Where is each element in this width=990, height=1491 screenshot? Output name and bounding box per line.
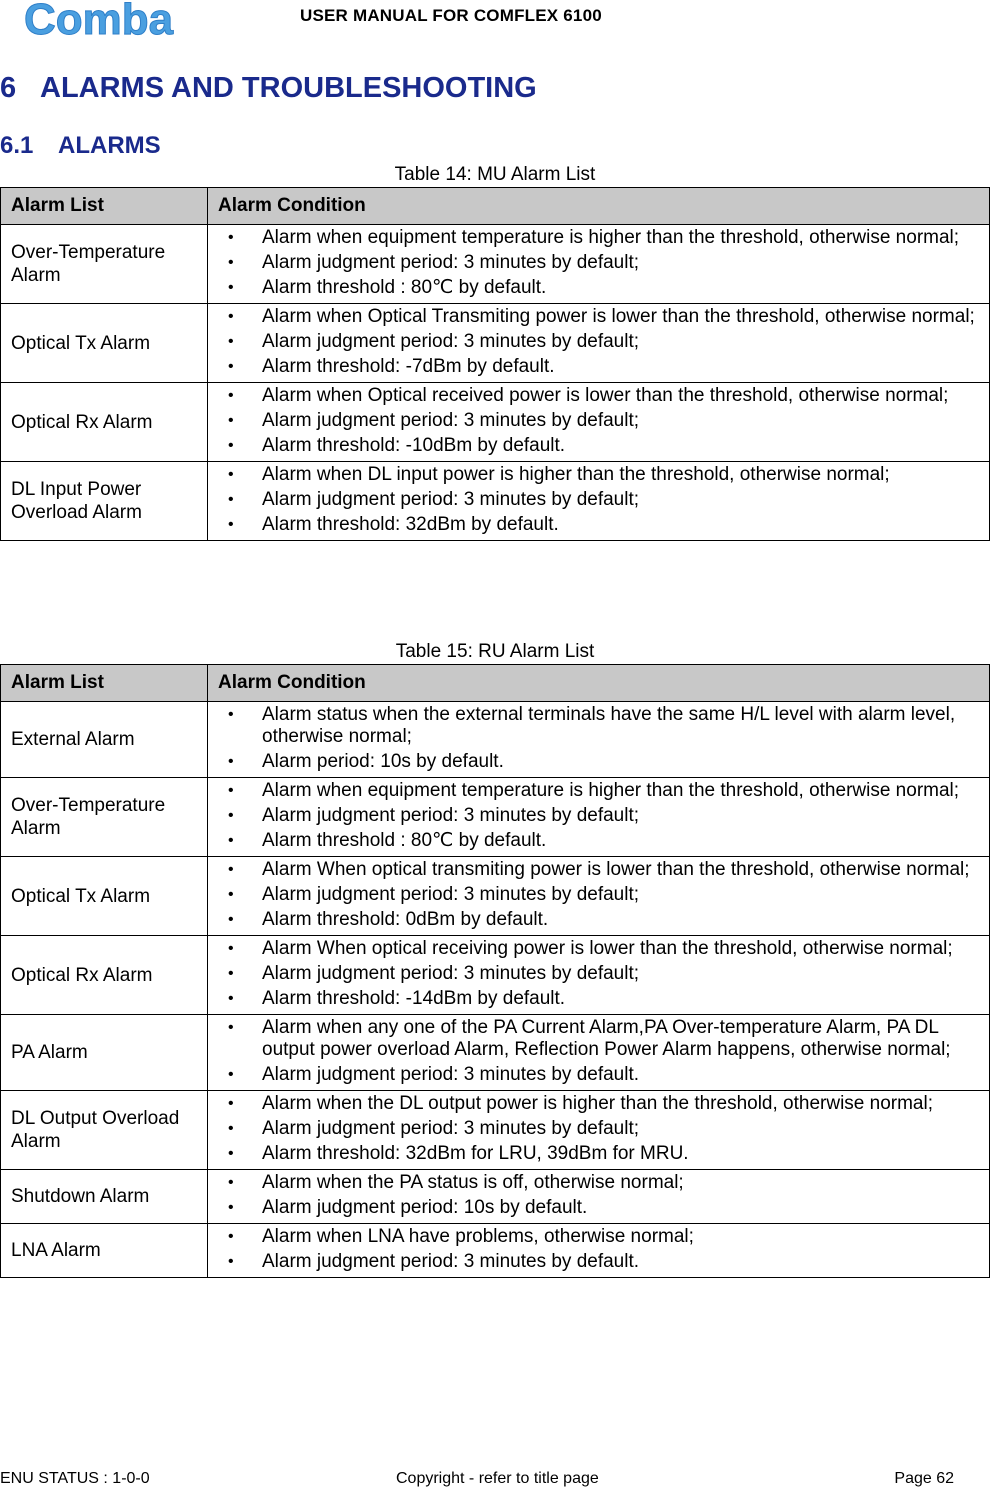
alarm-condition <box>208 225 990 304</box>
condition-item: • Alarm status when the external terminals have the same H/L level with alarm level, otherwise normal; <box>208 704 979 748</box>
section-heading <box>0 72 537 105</box>
condition-item: • Alarm judgment period: 3 minutes by default. <box>208 1251 979 1273</box>
document-title: USER MANUAL FOR COMFLEX 6100 <box>300 6 602 25</box>
subsection-number: 6.1 <box>0 132 34 159</box>
alarm-name: DL Output Overload Alarm <box>1 1091 208 1170</box>
condition-item: • Alarm when LNA have problems, otherwise normal; <box>208 1226 979 1248</box>
column-header-alarm-list: Alarm List <box>1 188 208 225</box>
condition-item: • Alarm judgment period: 3 minutes by default; <box>208 884 979 906</box>
table-row <box>1 225 990 304</box>
section-title: ALARMS AND TROUBLESHOOTING <box>40 72 537 104</box>
table-row <box>1 304 990 383</box>
alarm-name: Optical Tx Alarm <box>1 857 208 936</box>
alarm-name: Over-Temperature Alarm <box>1 778 208 857</box>
condition-list <box>208 1091 989 1169</box>
table-row <box>1 857 990 936</box>
column-header-alarm-list: Alarm List <box>1 665 208 702</box>
alarm-name: External Alarm <box>1 702 208 778</box>
alarm-condition <box>208 1170 990 1224</box>
page-footer <box>0 1470 990 1490</box>
footer-copyright: Copyright - refer to title page <box>396 1470 599 1487</box>
ru-alarm-table <box>0 664 990 1278</box>
table-caption-mu: Table 14: MU Alarm List <box>394 164 596 185</box>
alarm-condition <box>208 857 990 936</box>
alarm-name: Optical Tx Alarm <box>1 304 208 383</box>
condition-item: • Alarm When optical receiving power is lower than the threshold, otherwise normal; <box>208 938 979 960</box>
condition-list <box>208 304 989 382</box>
condition-item: • Alarm threshold: -7dBm by default. <box>208 356 979 378</box>
condition-item: • Alarm when any one of the PA Current Alarm,PA Over-temperature Alarm, PA DL output power overload Alarm, Reflection Power Alarm happens, otherwise normal; <box>208 1017 979 1061</box>
condition-item: • Alarm when equipment temperature is higher than the threshold, otherwise normal; <box>208 227 979 249</box>
table-header-row <box>1 188 990 225</box>
alarm-name: Optical Rx Alarm <box>1 936 208 1015</box>
condition-item: • Alarm period: 10s by default. <box>208 751 979 773</box>
condition-item: • Alarm threshold : 80℃ by default. <box>208 830 979 852</box>
mu-alarm-table <box>0 187 990 541</box>
table-row <box>1 1015 990 1091</box>
page-header <box>0 0 990 44</box>
alarm-condition <box>208 936 990 1015</box>
table-row <box>1 383 990 462</box>
condition-list <box>208 1224 989 1277</box>
condition-item: • Alarm judgment period: 3 minutes by default. <box>208 1064 979 1086</box>
condition-list <box>208 383 989 461</box>
table-row <box>1 702 990 778</box>
condition-item: • Alarm when the DL output power is higher than the threshold, otherwise normal; <box>208 1093 979 1115</box>
condition-item: • Alarm threshold: 0dBm by default. <box>208 909 979 931</box>
table-row <box>1 1091 990 1170</box>
condition-item: • Alarm judgment period: 10s by default. <box>208 1197 979 1219</box>
column-header-alarm-condition: Alarm Condition <box>208 188 990 225</box>
condition-list <box>208 857 989 935</box>
table-row <box>1 936 990 1015</box>
alarm-name: Over-Temperature Alarm <box>1 225 208 304</box>
condition-item: • Alarm when DL input power is higher than the threshold, otherwise normal; <box>208 464 979 486</box>
table-header-row <box>1 665 990 702</box>
condition-item: • Alarm when Optical Transmiting power is lower than the threshold, otherwise normal; <box>208 306 979 328</box>
subsection-heading <box>0 132 161 160</box>
condition-item: • Alarm judgment period: 3 minutes by default; <box>208 805 979 827</box>
alarm-condition <box>208 1015 990 1091</box>
alarm-condition <box>208 702 990 778</box>
footer-page-number: Page 62 <box>894 1470 954 1487</box>
condition-list <box>208 462 989 540</box>
alarm-condition <box>208 1091 990 1170</box>
alarm-name: DL Input Power Overload Alarm <box>1 462 208 541</box>
condition-item: • Alarm threshold : 80℃ by default. <box>208 277 979 299</box>
table-row <box>1 462 990 541</box>
column-header-alarm-condition: Alarm Condition <box>208 665 990 702</box>
table-row <box>1 1224 990 1278</box>
alarm-condition <box>208 462 990 541</box>
condition-item: • Alarm judgment period: 3 minutes by default; <box>208 331 979 353</box>
condition-item: • Alarm threshold: 32dBm for LRU, 39dBm for MRU. <box>208 1143 979 1165</box>
condition-item: • Alarm judgment period: 3 minutes by default; <box>208 489 979 511</box>
condition-item: • Alarm judgment period: 3 minutes by default; <box>208 963 979 985</box>
alarm-condition <box>208 778 990 857</box>
comba-logo <box>22 0 212 40</box>
table-row <box>1 778 990 857</box>
table-caption-ru: Table 15: RU Alarm List <box>395 641 595 662</box>
alarm-condition <box>208 1224 990 1278</box>
alarm-condition <box>208 383 990 462</box>
svg-text:Comba: Comba <box>24 0 174 40</box>
condition-list <box>208 778 989 856</box>
condition-item: • Alarm when the PA status is off, otherwise normal; <box>208 1172 979 1194</box>
alarm-name: LNA Alarm <box>1 1224 208 1278</box>
section-number: 6 <box>0 72 17 104</box>
subsection-title: ALARMS <box>58 132 161 159</box>
condition-item: • Alarm judgment period: 3 minutes by default; <box>208 1118 979 1140</box>
condition-item: • Alarm threshold: 32dBm by default. <box>208 514 979 536</box>
condition-item: • Alarm judgment period: 3 minutes by default; <box>208 410 979 432</box>
condition-item: • Alarm threshold: -14dBm by default. <box>208 988 979 1010</box>
table-row <box>1 1170 990 1224</box>
alarm-condition <box>208 304 990 383</box>
condition-item: • Alarm when equipment temperature is higher than the threshold, otherwise normal; <box>208 780 979 802</box>
condition-list <box>208 225 989 303</box>
condition-list <box>208 702 989 777</box>
alarm-name: PA Alarm <box>1 1015 208 1091</box>
condition-item: • Alarm judgment period: 3 minutes by default; <box>208 252 979 274</box>
alarm-name: Optical Rx Alarm <box>1 383 208 462</box>
alarm-name: Shutdown Alarm <box>1 1170 208 1224</box>
footer-status: ENU STATUS : 1-0-0 <box>0 1470 150 1487</box>
condition-item: • Alarm threshold: -10dBm by default. <box>208 435 979 457</box>
condition-list <box>208 1015 989 1090</box>
condition-list <box>208 1170 989 1223</box>
condition-list <box>208 936 989 1014</box>
condition-item: • Alarm when Optical received power is lower than the threshold, otherwise normal; <box>208 385 979 407</box>
condition-item: • Alarm When optical transmiting power is lower than the threshold, otherwise normal; <box>208 859 979 881</box>
